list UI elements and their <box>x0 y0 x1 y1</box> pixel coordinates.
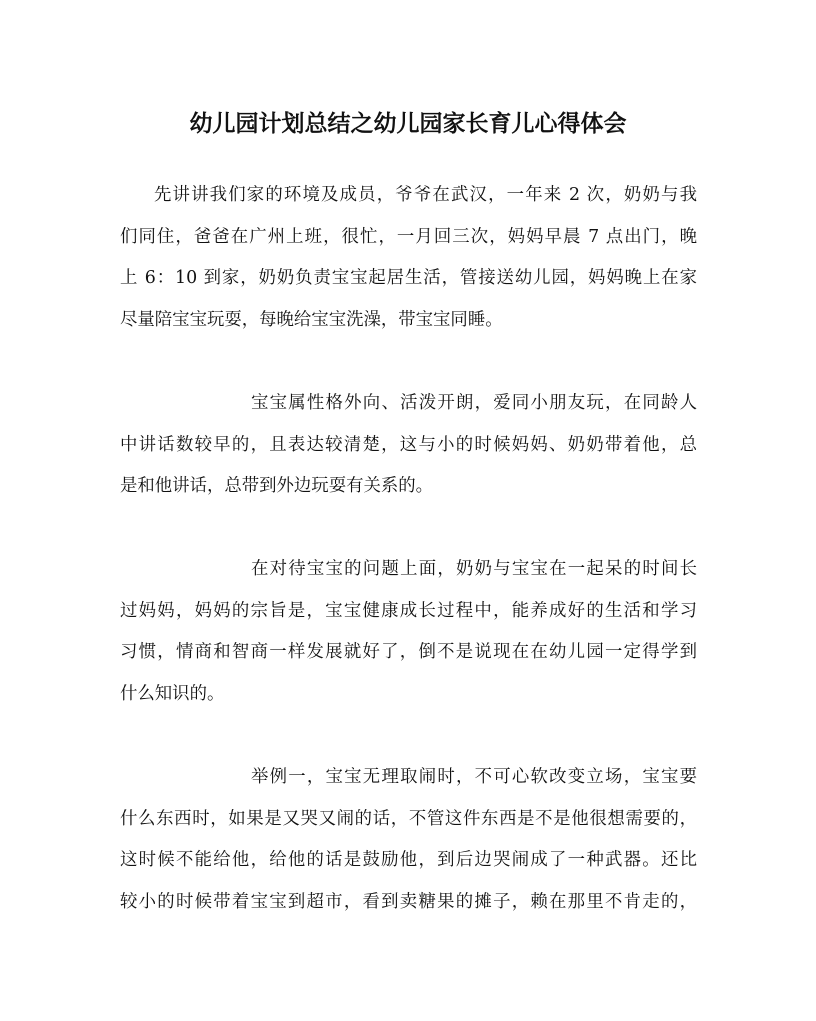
paragraph-line: 在对待宝宝的问题上面，奶奶与宝宝在一起呆的时间长 <box>251 559 697 579</box>
paragraph-line: 举例一，宝宝无理取闹时，不可心软改变立场，宝宝要 <box>251 767 697 787</box>
paragraph-line: 较小的时候带着宝宝到超市，看到卖糖果的摊子，赖在那里不肯走的， <box>120 891 697 912</box>
paragraph-personality <box>120 383 697 508</box>
document-title: 幼儿园计划总结之幼儿园家长育儿心得体会 <box>189 110 627 137</box>
paragraph-line: 上 6：10 到家，奶奶负责宝宝起居生活，管接送幼儿园，妈妈晚上在家 <box>120 268 697 288</box>
paragraph-parenting-approach <box>120 549 697 715</box>
paragraph-line: 是和他讲话，总带到外边玩耍有关系的。 <box>120 476 434 496</box>
paragraph-example-one <box>120 757 697 923</box>
paragraph-line: 这时候不能给他，给他的话是鼓励他，到后边哭闹成了一种武器。还比 <box>120 850 697 870</box>
paragraph-line: 习惯，情商和智商一样发展就好了，倒不是说现在在幼儿园一定得学到 <box>120 642 697 662</box>
paragraph-line: 们同住，爸爸在广州上班，很忙，一月回三次，妈妈早晨 7 点出门，晚 <box>120 226 697 247</box>
paragraph-line: 过妈妈，妈妈的宗旨是，宝宝健康成长过程中，能养成好的生活和学习 <box>120 600 697 621</box>
paragraph-line: 先讲讲我们家的环境及成员，爷爷在武汉，一年来 2 次，奶奶与我 <box>154 185 697 205</box>
paragraph-line: 宝宝属性格外向、活泼开朗，爱同小朋友玩，在同龄人 <box>251 393 697 413</box>
paragraph-line: 尽量陪宝宝玩耍，每晚给宝宝洗澡，带宝宝同睡。 <box>120 309 503 330</box>
paragraph-family-environment <box>120 175 697 341</box>
paragraph-line: 什么东西时，如果是又哭又闹的话，不管这件东西是不是他很想需要的， <box>120 808 697 829</box>
paragraph-line: 什么知识的。 <box>120 683 225 704</box>
paragraph-line: 中讲话数较早的，且表达较清楚，这与小的时候妈妈、奶奶带着他，总 <box>120 434 697 455</box>
